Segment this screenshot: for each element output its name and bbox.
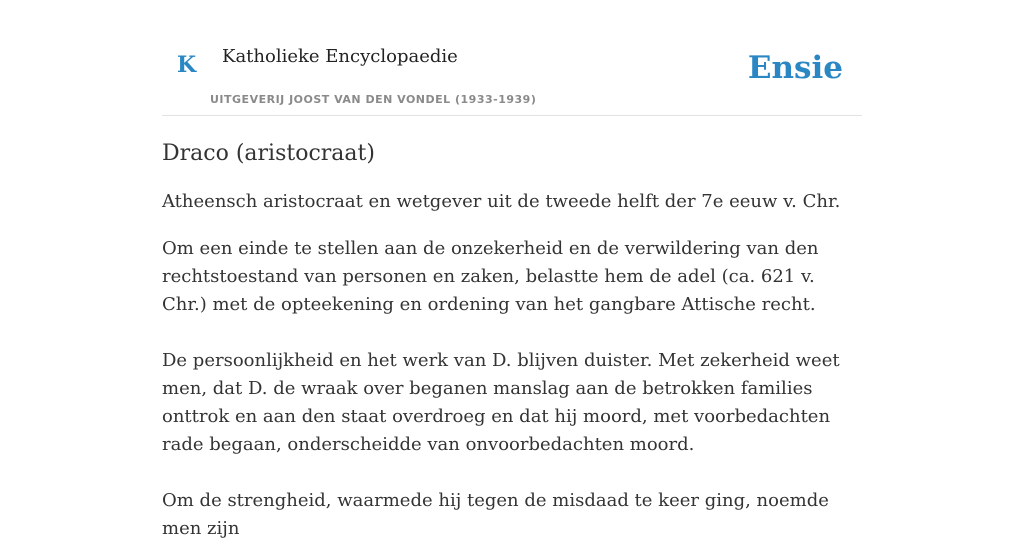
- article-paragraph: Om een einde te stellen aan de onzekerheid en de verwildering van den rechtstoestand van personen en zaken, belastte hem de adel (ca. 621 v. Chr.) met de opteekening en ordening van het gangbare Attische recht.: [162, 238, 819, 315]
- ensie-brand-link[interactable]: Ensie: [747, 50, 843, 86]
- publisher-label: UITGEVERIJ JOOST VAN DEN VONDEL (1933-1939): [210, 93, 537, 106]
- article-title: Draco (aristocraat): [162, 141, 375, 166]
- article-paragraph: Om de strengheid, waarmede hij tegen de misdaad te keer ging, noemde men zijn: [162, 490, 829, 539]
- site-title: Katholieke Encyclopaedie: [222, 46, 458, 67]
- article-paragraph: De persoonlijkheid en het werk van D. blijven duister. Met zekerheid weet men, dat D. de wraak over beganen manslag aan de betrokken families onttrok en aan den staat overdroeg en dat hij moord, met voorbedachten rade begaan, onderscheidde van onvoorbedachten moord.: [162, 350, 840, 455]
- article-body: [162, 138, 862, 543]
- encyclopedia-logo[interactable]: K: [177, 52, 197, 78]
- article-lead: Atheensch aristocraat en wetgever uit de tweede helft der 7e eeuw v. Chr.: [162, 191, 841, 212]
- site-header: [162, 30, 862, 116]
